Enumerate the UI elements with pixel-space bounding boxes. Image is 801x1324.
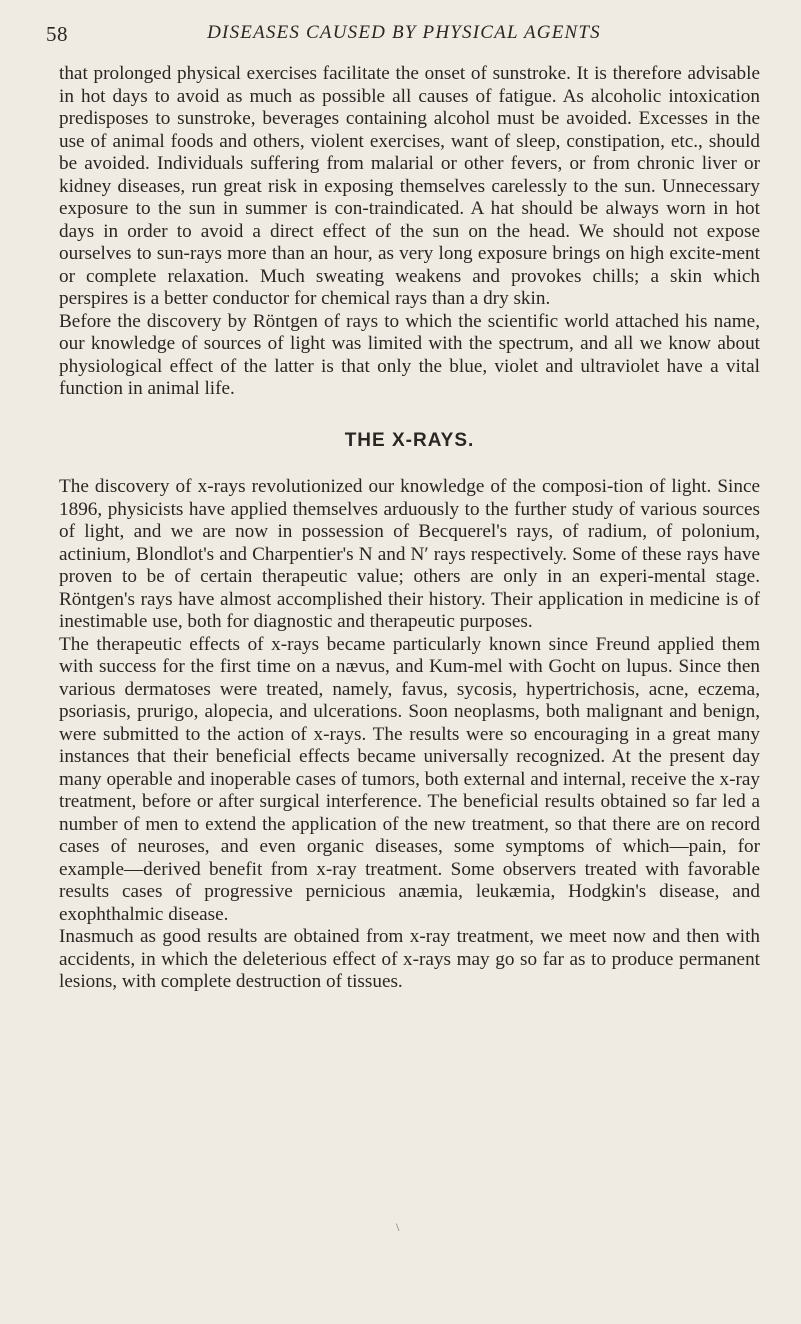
running-title: DISEASES CAUSED BY PHYSICAL AGENTS (207, 22, 601, 43)
body-text (59, 63, 760, 994)
paragraph-rontgen-discovery: Before the discovery by Röntgen of rays to which the scientific world attached his name, our knowledge of sources of light was limited with the spectrum, and all we know about physiological effect of the latter is that only the blue, violet and ultraviolet have a vital function in animal life. (59, 310, 760, 399)
section-heading-x-rays: THE X-RAYS. (344, 429, 475, 451)
paragraph-x-ray-accidents: Inasmuch as good results are obtained from x-ray treatment, we meet now and then with accidents, in which the deleterious effect of x-rays may go so far as to produce permanent lesions, with complete destruction of tissues. (59, 926, 760, 992)
paragraph-x-ray-discovery: The discovery of x-rays revolutionized our knowledge of the composi-tion of light. Since 1896, physicists have applied themselves arduously to the further study of various sources of light, and we are now in possession of Becquerel's rays, of radium, of polonium, actinium, Blondlot's and Charpentier's N and N′ rays respectively. Some of these rays have proven to be of certain therapeutic value; others are only in an experi-mental stage. Röntgen's rays have almost accomplished their history. Their application in medicine is of inestimable use, both for diagnostic and therapeutic purposes. (59, 476, 760, 632)
running-head (46, 22, 762, 52)
footer-mark: \ (396, 1220, 400, 1234)
page-number: 58 (46, 22, 68, 46)
paragraph-therapeutic-effects: The therapeutic effects of x-rays became particularly known since Freund applied them with success for the first time on a nævus, and Kum-mel with Gocht on lupus. Since then various dermatoses were treated, namely, favus, sycosis, hypertrichosis, acne, eczema, psoriasis, prurigo, alopecia, and ulcerations. Soon neoplasms, both malignant and benign, were submitted to the action of x-rays. The results were so encouraging in a great many instances that their beneficial effects became universally recognized. At the present day many operable and inoperable cases of tumors, both external and internal, receive the x-ray treatment, before or after surgical interference. The beneficial results obtained so far led a number of men to extend the application of the new treatment, so that there are on record cases of neuroses, and even organic diseases, some symptoms of which—pain, for example—derived benefit from x-ray treatment. Some observers treated with favorable results cases of progressive pernicious anæmia, leukæmia, Hodgkin's disease, and exophthalmic disease. (59, 633, 760, 925)
paragraph-sunstroke-precautions: that prolonged physical exercises facilitate the onset of sunstroke. It is therefore advisable in hot days to avoid as much as possible all causes of fatigue. As alcoholic intoxication predisposes to sunstroke, beverages containing alcohol must be avoided. Excesses in the use of animal foods and others, violent exercises, want of sleep, constipation, etc., should be avoided. Individuals suffering from malarial or other fevers, or from chronic liver or kidney diseases, run great risk in exposing themselves carelessly to the sun. Unnecessary exposure to the sun in summer is con-traindicated. A hat should be always worn in hot days in order to avoid a direct effect of the sun on the head. We should not expose ourselves to sun-rays more than an hour, as very long exposure brings on high excite-ment or complete relaxation. Much sweating weakens and provokes chills; a skin which perspires is a better conductor for chemical rays than a dry skin. (59, 63, 760, 309)
